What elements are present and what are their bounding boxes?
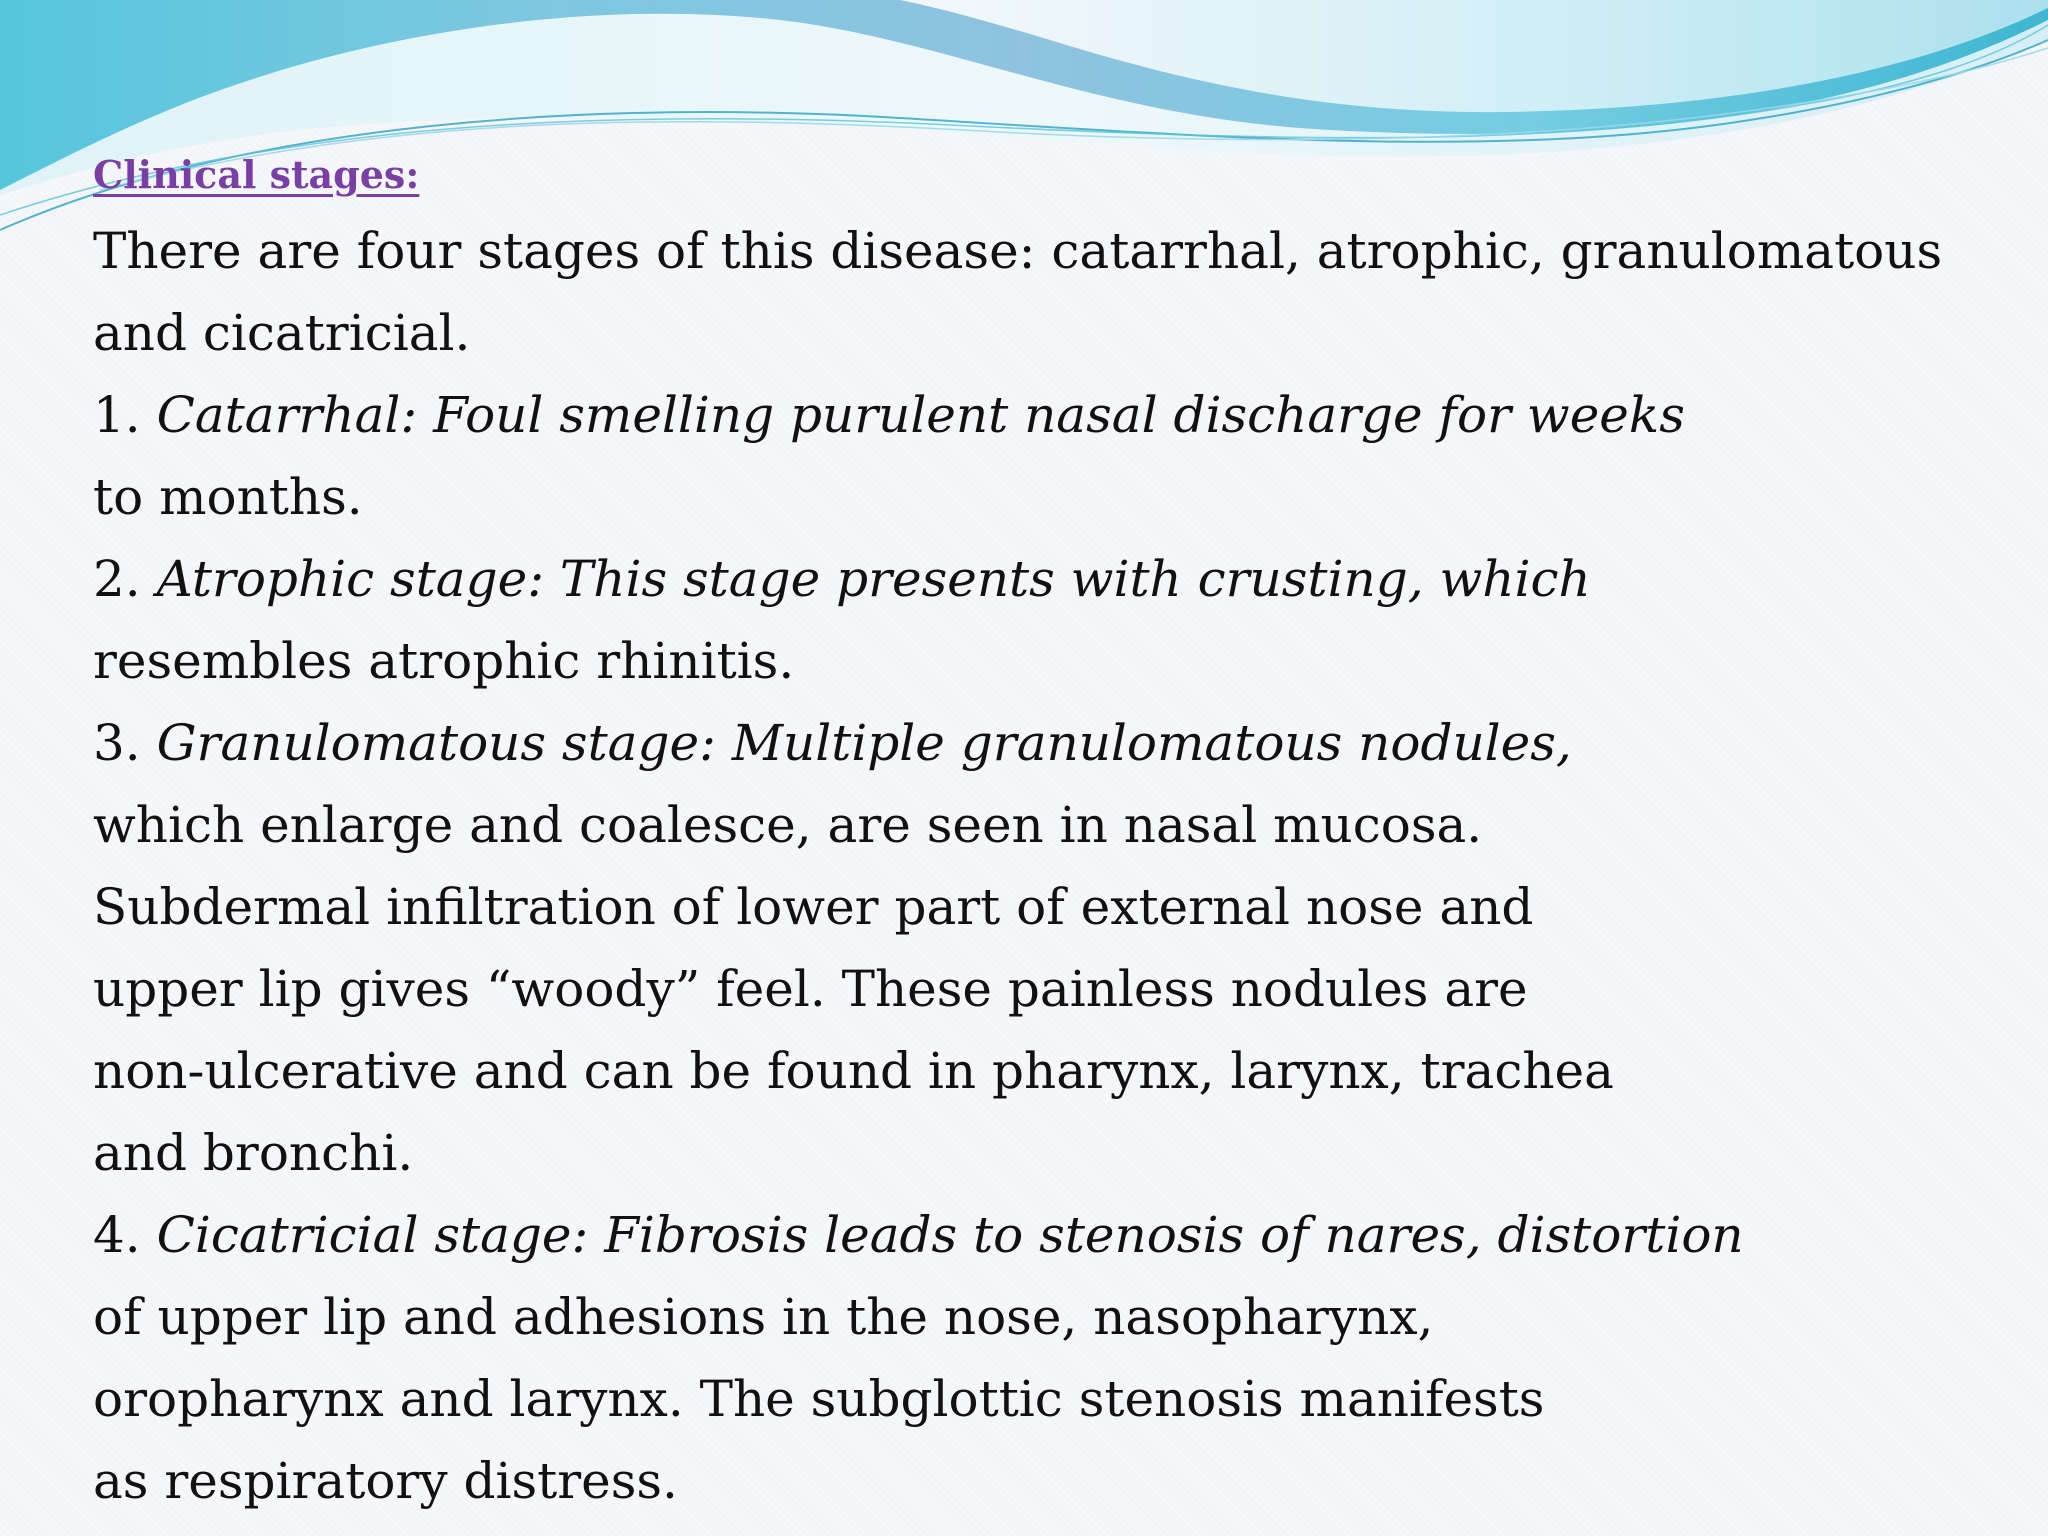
stage-3-continuation: non-ulcerative and can be found in pharynx, larynx, trachea xyxy=(93,1042,1614,1100)
stage-4-continuation: of upper lip and adhesions in the nose, nasopharynx, xyxy=(93,1288,1434,1346)
stage-3-line xyxy=(93,702,1973,784)
stage-2-number: 2. xyxy=(93,550,157,608)
intro-line-2: and cicatricial. xyxy=(93,304,471,362)
stage-3-continuation: which enlarge and coalesce, are seen in nasal mucosa. xyxy=(93,796,1483,854)
stage-1-number: 1. xyxy=(93,386,157,444)
stage-2-continuation: resembles atrophic rhinitis. xyxy=(93,632,795,690)
intro-line-1: There are four stages of this disease: catarrhal, atrophic, granulomatous xyxy=(93,222,1943,280)
stage-3-number: 3. xyxy=(93,714,157,772)
stage-4-line xyxy=(93,1194,1973,1276)
slide-heading: Clinical stages: xyxy=(93,152,420,197)
stage-1-continuation: to months. xyxy=(93,468,363,526)
stage-4-continuation: oropharynx and larynx. The subglottic stenosis manifests xyxy=(93,1370,1545,1428)
stage-4-continuation: as respiratory distress. xyxy=(93,1452,678,1510)
stage-4-number: 4. xyxy=(93,1206,157,1264)
slide-content xyxy=(93,140,1973,1522)
stage-1-line xyxy=(93,374,1973,456)
stage-2-description: Atrophic stage: This stage presents with crusting, which xyxy=(156,550,1591,608)
stage-3-continuation: Subdermal infiltration of lower part of external nose and xyxy=(93,878,1534,936)
stage-1-description: Catarrhal: Foul smelling purulent nasal discharge for weeks xyxy=(156,386,1685,444)
stage-3-continuation: upper lip gives “woody” feel. These painless nodules are xyxy=(93,960,1528,1018)
stage-4-description: Cicatricial stage: Fibrosis leads to stenosis of nares, distortion xyxy=(156,1206,1744,1264)
stage-2-line xyxy=(93,538,1973,620)
stage-3-description: Granulomatous stage: Multiple granulomatous nodules, xyxy=(156,714,1572,772)
stage-3-continuation: and bronchi. xyxy=(93,1124,414,1182)
